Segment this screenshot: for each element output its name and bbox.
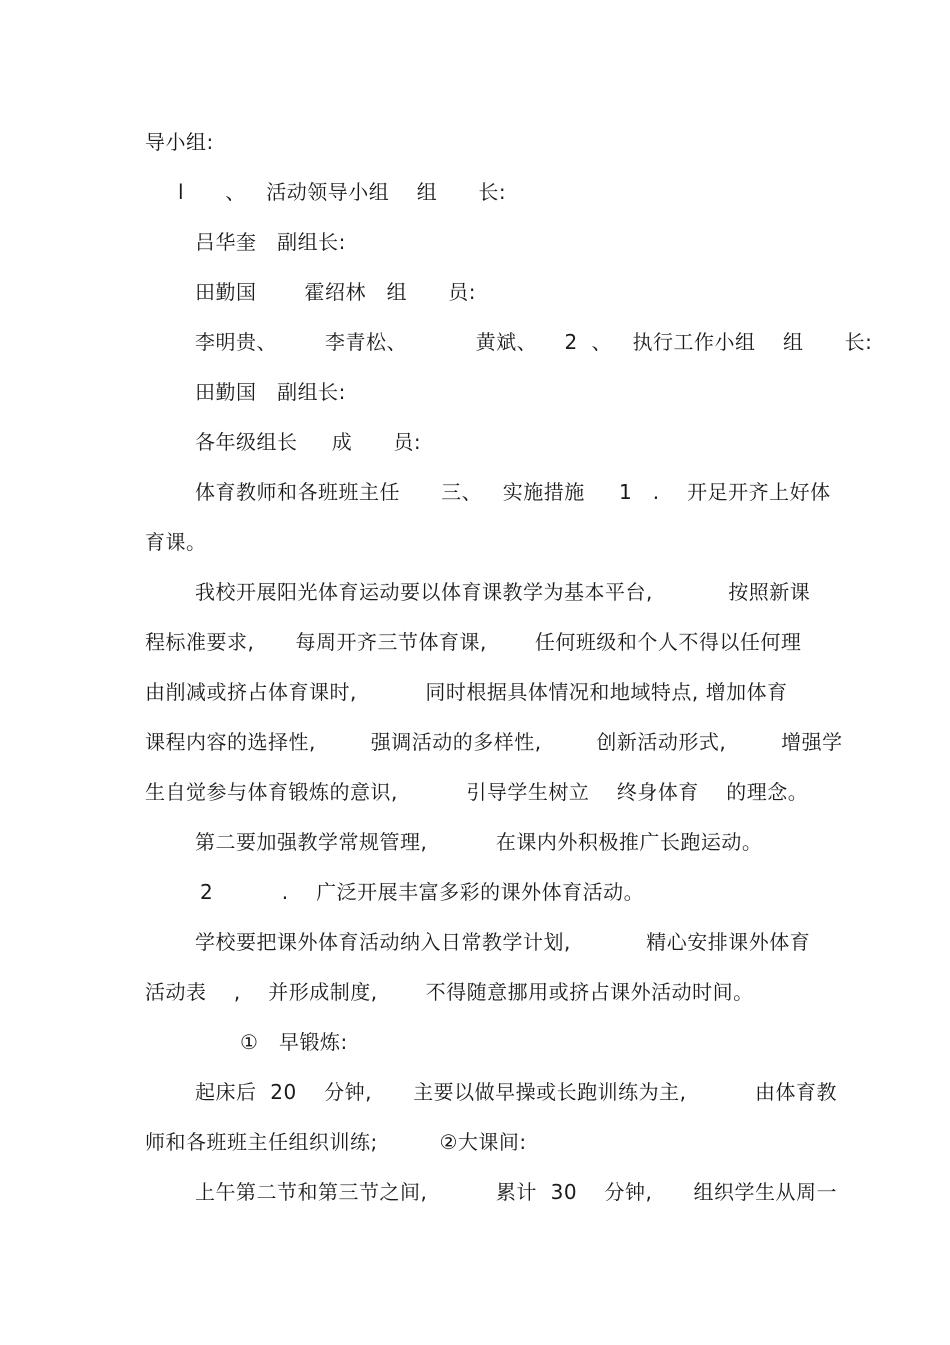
text-line-19: ① 早锻炼: [240, 1030, 348, 1054]
text-line-9: 育课。 [145, 530, 207, 554]
text-line-11: 程标准要求, 每周开齐三节体育课, 任何班级和个人不得以任何理 [145, 630, 802, 654]
text-line-17: 学校要把课外体育活动纳入日常教学计划, 精心安排课外体育 [195, 930, 811, 954]
text-line-1: 导小组: [145, 130, 214, 154]
text-line-6: 田勤国 副组长: [195, 380, 346, 404]
text-line-10: 我校开展阳光体育运动要以体育课教学为基本平台, 按照新课 [195, 580, 811, 604]
text-line-3: 吕华奎 副组长: [195, 230, 346, 254]
text-line-4: 田勤国 霍绍林 组 员: [195, 280, 476, 304]
text-line-7: 各年级组长 成 员: [195, 430, 422, 454]
text-line-22: 上午第二节和第三节之间, 累计 30 分钟, 组织学生从周一 [195, 1180, 838, 1204]
text-line-13: 课程内容的选择性, 强调活动的多样性, 创新活动形式, 增强学 [145, 730, 843, 754]
text-line-5: 李明贵、 李青松、 黄斌、 2 、 执行工作小组 组 长: [195, 330, 873, 354]
text-line-16: 2 . 广泛开展丰富多彩的课外体育活动。 [200, 880, 645, 904]
text-line-15: 第二要加强教学常规管理, 在课内外积极推广长跑运动。 [195, 830, 763, 854]
text-line-14: 生自觉参与体育锻炼的意识, 引导学生树立 终身体育 的理念。 [145, 780, 809, 804]
text-line-12: 由削减或挤占体育课时, 同时根据具体情况和地域特点, 增加体育 [145, 680, 788, 704]
text-line-2: l 、 活动领导小组 组 长: [178, 180, 507, 204]
text-line-20: 起床后 20 分钟, 主要以做早操或长跑训练为主, 由体育教 [195, 1080, 838, 1104]
text-line-18: 活动表 , 并形成制度, 不得随意挪用或挤占课外活动时间。 [145, 980, 754, 1004]
text-line-8: 体育教师和各班班主任 三、 实施措施 1 . 开足开齐上好体 [195, 480, 831, 504]
text-line-21: 师和各班班主任组织训练; ②大课间: [145, 1130, 527, 1154]
